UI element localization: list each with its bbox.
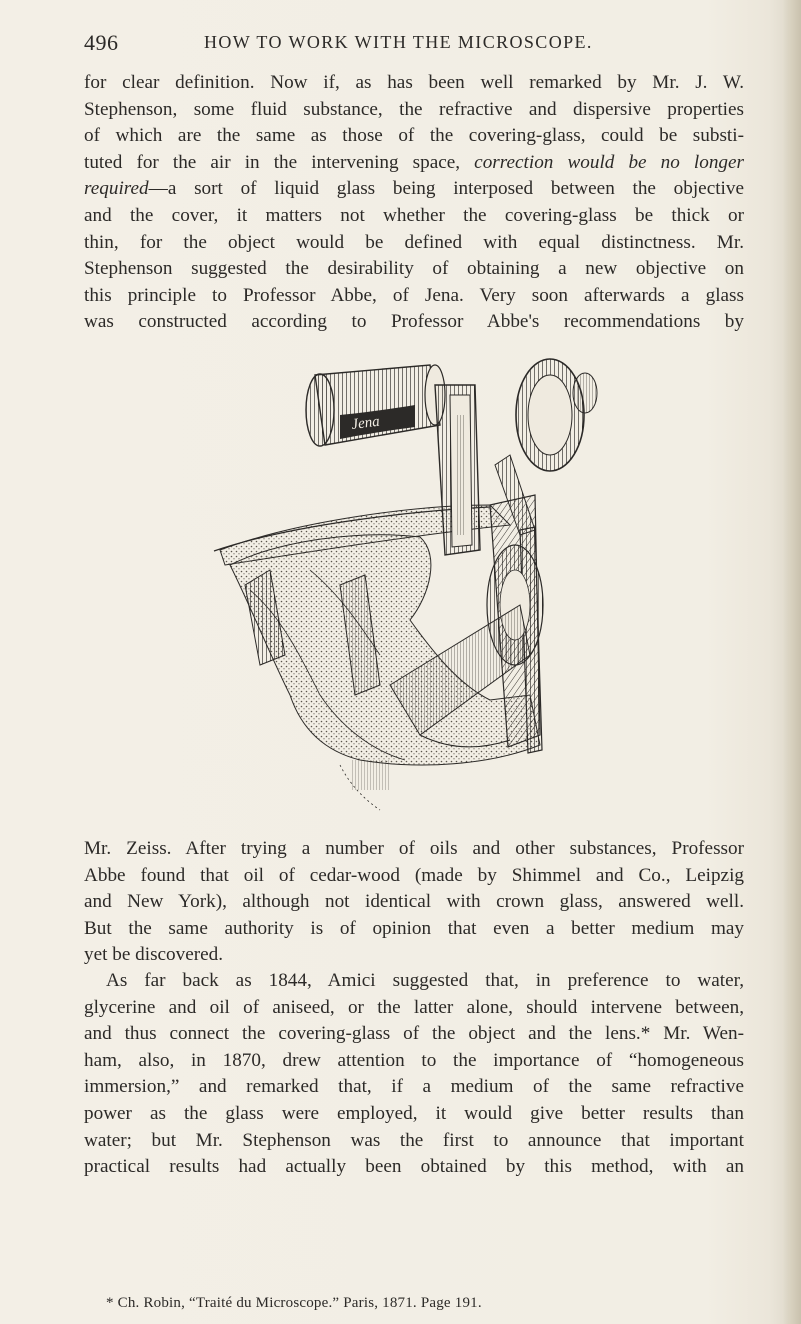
text-line: practical results had actually been obtained by this method, with an	[84, 1156, 744, 1178]
page-edge-shadow	[783, 0, 801, 1324]
text-line: power as the glass were employed, it would give better results than	[84, 1102, 744, 1124]
footnote: * Ch. Robin, “Traité du Microscope.” Paris, 1871. Page 191.	[106, 1295, 482, 1311]
text-line: yet be discovered.	[84, 944, 224, 966]
engraved-jena-label: Jena	[350, 413, 381, 433]
text-line: As far back as 1844, Amici suggested that, in preference to water,	[106, 970, 744, 991]
text-line-mixed	[84, 176, 744, 203]
text-line: was constructed according to Professor Abbe's recommendations by	[84, 311, 744, 333]
microscope-engraving-svg	[190, 355, 610, 825]
page-number: 496	[84, 30, 119, 55]
running-head	[84, 30, 704, 60]
text-line: Stephenson suggested the desirability of obtaining a new objective on	[84, 258, 744, 280]
text-line: water; but Mr. Stephenson was the first to announce that important	[84, 1129, 744, 1151]
microscope-illustration	[190, 355, 610, 825]
text-line: this principle to Professor Abbe, of Jena. Very soon afterwards a glass	[84, 284, 744, 306]
paragraph-3	[84, 968, 744, 1181]
text-line: immersion,” and remarked that, if a medium of the same refractive	[84, 1076, 744, 1098]
text-line: But the same authority is of opinion that even a better medium may	[84, 917, 744, 939]
text-line: and New York), although not identical with crown glass, answered well.	[84, 891, 744, 913]
text-line: thin, for the object would be defined with equal distinctness. Mr.	[84, 231, 744, 253]
text-line: Mr. Zeiss. After trying a number of oils and other substances, Professor	[84, 838, 744, 859]
text-segment: tuted for the air in the intervening space,	[84, 151, 461, 173]
paragraph-2	[84, 836, 744, 969]
text-line: Stephenson, some fluid substance, the refractive and dispersive properties	[84, 98, 744, 120]
text-line: and thus connect the covering-glass of the object and the lens.* Mr. Wen-	[84, 1023, 744, 1045]
italic-phrase: correction would be no longer	[474, 151, 744, 173]
running-head-title: HOW TO WORK WITH THE MICROSCOPE.	[204, 32, 593, 52]
text-line: and the cover, it matters not whether the covering-glass be thick or	[84, 204, 744, 226]
text-line: glycerine and oil of aniseed, or the latter alone, should intervene between,	[84, 996, 744, 1018]
text-segment: —a sort of liquid glass being interposed between the objective	[148, 178, 744, 200]
text-line-mixed	[84, 150, 744, 177]
text-line: for clear definition. Now if, as has been well remarked by Mr. J. W.	[84, 72, 744, 93]
text-line: ham, also, in 1870, drew attention to the importance of “homogeneous	[84, 1049, 744, 1071]
paragraph-1	[84, 70, 744, 336]
text-line: of which are the same as those of the covering-glass, could be substi-	[84, 125, 744, 147]
italic-phrase: required	[84, 178, 149, 200]
objective-barrel	[306, 365, 445, 446]
text-line: Abbe found that oil of cedar-wood (made by Shimmel and Co., Leipzig	[84, 864, 744, 886]
